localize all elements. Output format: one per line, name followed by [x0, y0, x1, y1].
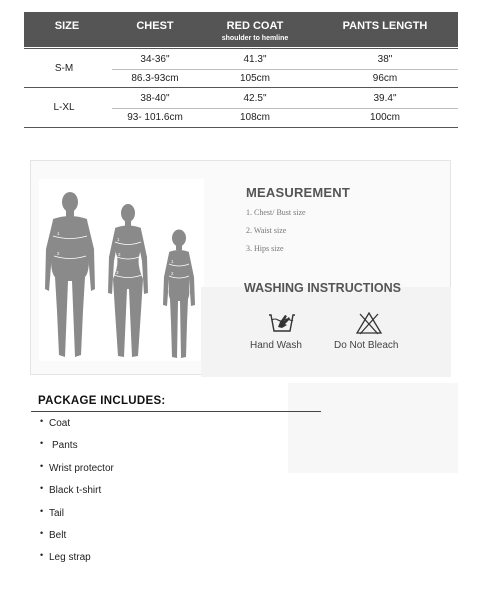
chest-inches: 38-40" — [140, 93, 170, 104]
measurement-panel — [30, 160, 451, 375]
coat-cm: 105cm — [239, 73, 270, 84]
package-list — [40, 418, 114, 575]
pants-cm: 96cm — [372, 73, 398, 84]
size-row-l-xl — [24, 88, 458, 128]
header-red-coat-sub: shoulder to hemline — [221, 35, 289, 42]
header-red-coat: RED COAT — [226, 20, 284, 32]
size-row-s-m — [24, 48, 458, 88]
size-chart-table — [24, 12, 458, 128]
size-label: L-XL — [53, 102, 75, 113]
package-item-leg-strap: • Leg strap — [40, 552, 114, 574]
hand-wash-icon — [267, 311, 297, 335]
size-label: S-M — [54, 63, 74, 74]
pants-inches: 39.4" — [373, 93, 397, 104]
child-figure-icon — [160, 227, 198, 361]
mark-bust: 1 — [117, 237, 120, 242]
hand-wash-label: Hand Wash — [250, 340, 302, 351]
package-background — [288, 383, 458, 473]
package-item-black-t-shirt: • Black t-shirt — [40, 485, 114, 507]
mark-hips: 3 — [116, 270, 119, 275]
chest-cm: 93- 101.6cm — [127, 112, 183, 123]
package-item-wrist-protector: • Wrist protector — [40, 463, 114, 485]
coat-inches: 42.5" — [243, 93, 267, 104]
measurement-item-chest: 1. Chest/ Bust size — [246, 208, 306, 217]
coat-cm: 108cm — [239, 112, 270, 123]
measurement-title: MEASUREMENT — [246, 185, 351, 200]
pants-inches: 38" — [377, 54, 393, 65]
measurement-item-hips: 3. Hips size — [246, 244, 284, 253]
do-not-bleach-label: Do Not Bleach — [334, 340, 399, 351]
header-pants-length: PANTS LENGTH — [342, 20, 428, 32]
washing-background — [201, 287, 451, 377]
man-figure-icon — [41, 189, 99, 361]
row-divider — [112, 69, 458, 70]
do-not-bleach-icon — [355, 311, 383, 335]
coat-inches: 41.3" — [243, 54, 267, 65]
chest-cm: 86.3-93cm — [131, 73, 179, 84]
row-divider — [112, 108, 458, 109]
measurement-item-waist: 2. Waist size — [246, 226, 287, 235]
mark-waist: 2 — [171, 271, 174, 276]
package-divider — [31, 411, 321, 412]
package-item-pants: • Pants — [40, 440, 114, 462]
header-chest: CHEST — [136, 20, 174, 32]
washing-instructions-title: WASHING INSTRUCTIONS — [244, 281, 401, 295]
size-chart-header — [24, 12, 458, 47]
package-includes-title: PACKAGE INCLUDES: — [38, 395, 166, 407]
package-item-coat: • Coat — [40, 418, 114, 440]
header-size: SIZE — [54, 20, 80, 32]
package-item-belt: • Belt — [40, 530, 114, 552]
mark-waist: 2 — [57, 251, 60, 256]
package-item-tail: • Tail — [40, 508, 114, 530]
mark-waist: 2 — [118, 252, 121, 257]
chest-inches: 34-36" — [140, 54, 170, 65]
mark-chest: 1 — [57, 231, 60, 236]
pants-cm: 100cm — [369, 112, 400, 123]
body-figures — [39, 179, 204, 361]
woman-figure-icon — [103, 201, 153, 361]
mark-chest: 1 — [171, 259, 174, 264]
